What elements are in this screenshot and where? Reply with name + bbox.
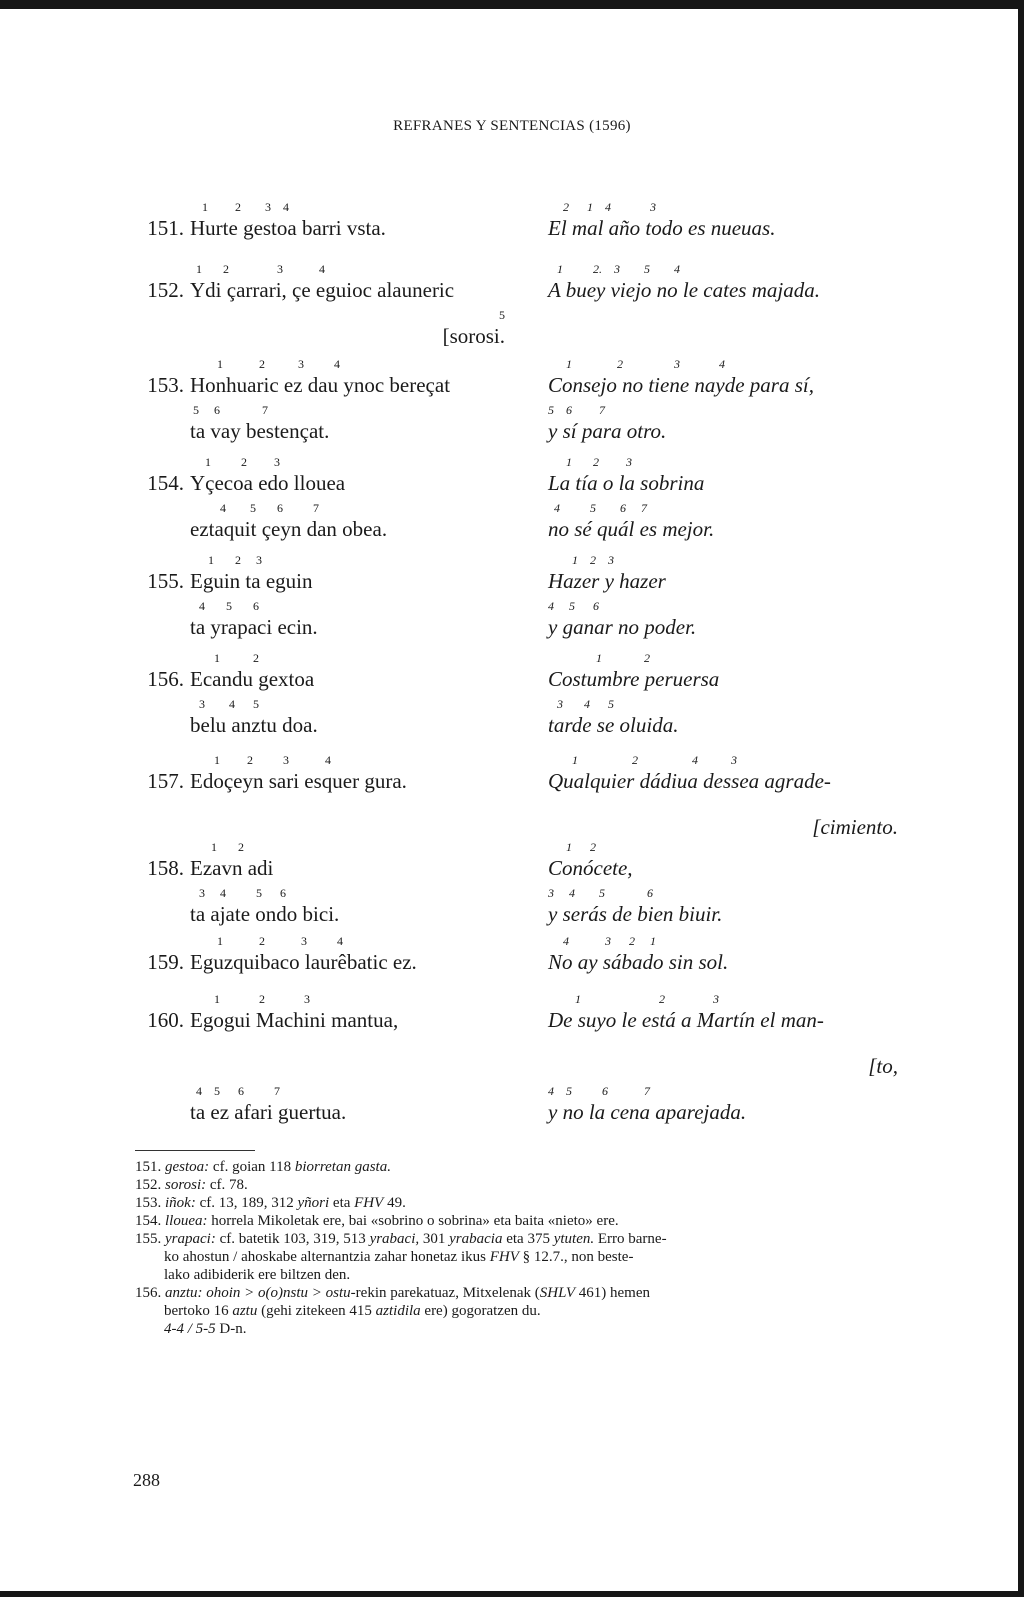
footnote [135, 1176, 895, 1194]
footnote-text: 4-4 / 5-5 D-n. [164, 1321, 247, 1337]
proverb-line [190, 403, 505, 449]
footnote [135, 1212, 895, 1230]
proverb-text: tarde se oluida. [548, 713, 679, 737]
proverb-line [190, 886, 505, 932]
proverb-line [190, 1038, 505, 1084]
word-order-numbers: 1 2 [548, 840, 596, 854]
proverb-text: no sé quál es mejor. [548, 517, 715, 541]
footnote-label: 152. [135, 1177, 162, 1193]
word-order-numbers: 1 2 3 [548, 992, 719, 1006]
footnote-text: lako adibiderik ere biltzen den. [164, 1267, 351, 1283]
proverb-line [548, 1084, 898, 1130]
proverb-text: Ydi çarrari, çe eguioc alauneric [190, 278, 455, 302]
proverb-text: ta ajate ondo bici. [190, 902, 340, 926]
word-order-numbers: 4 5 6 [548, 599, 599, 613]
word-order-numbers: 4 5 6 7 [190, 501, 319, 515]
footnote-text: ko ahostun / ahoskabe alternantzia zahar honetaz ikus FHV § 12.7., non beste- [164, 1249, 634, 1265]
word-order-numbers: 3 4 5 [548, 697, 614, 711]
footnote [135, 1194, 895, 1212]
proverb-line [147, 840, 505, 886]
entry-number: 157. [147, 769, 184, 793]
page-number: 288 [133, 1470, 160, 1490]
footnote-label: 151. [135, 1159, 162, 1175]
proverb-line [190, 697, 505, 743]
word-order-numbers: 1 2 3 [548, 455, 632, 469]
proverb-line [548, 886, 898, 932]
footnote-line [135, 1176, 895, 1194]
proverb-text: y sí para otro. [548, 419, 667, 443]
word-order-numbers: 1 2 3 4 [190, 357, 340, 371]
footnote [135, 1284, 895, 1338]
basque-proverb [147, 840, 505, 932]
entry-number: 155. [147, 569, 184, 593]
proverb-line [147, 200, 505, 246]
footnote-line [135, 1230, 895, 1248]
word-order-numbers: 4 3 2 1 [548, 934, 656, 948]
footnote-line [135, 1284, 895, 1302]
footnote-label: 153. [135, 1195, 162, 1211]
proverb-line [147, 553, 505, 599]
proverb-text: Yçecoa edo llouea [190, 471, 346, 495]
basque-proverb [147, 992, 505, 1130]
footnote-text: bertoko 16 aztu (gehi zitekeen 415 aztidila ere) gogoratzen du. [164, 1303, 541, 1319]
spanish-proverb [548, 651, 898, 743]
proverb-text: El mal año todo es nueuas. [548, 216, 776, 240]
footnote-text: iñok: cf. 13, 189, 312 yñori eta FHV 49. [165, 1195, 406, 1211]
proverb-line [548, 553, 898, 599]
proverb-line [548, 262, 898, 308]
spanish-proverb [548, 840, 898, 932]
word-order-numbers: 5 6 7 [190, 403, 268, 417]
proverb-line [190, 308, 505, 354]
proverb-text: ta vay bestençat. [190, 419, 330, 443]
basque-proverb [147, 651, 505, 743]
proverb-line [548, 697, 898, 743]
word-order-numbers: 4 5 6 7 [548, 1084, 650, 1098]
word-order-numbers: 1 2 3 [190, 992, 310, 1006]
basque-proverb [147, 200, 505, 246]
proverb-text: Qualquier dádiua dessea agrade- [548, 769, 831, 793]
proverb-text: Conócete, [548, 856, 633, 880]
proverb-line [548, 992, 898, 1038]
proverb-line [190, 599, 505, 645]
proverb-text: ta ez afari guertua. [190, 1100, 347, 1124]
footnote-line [135, 1248, 895, 1266]
footnote-line [135, 1320, 895, 1338]
footnote-line [135, 1212, 895, 1230]
spanish-proverb [548, 934, 898, 980]
entry-number: 156. [147, 667, 184, 691]
word-order-numbers: 1 2 [190, 651, 259, 665]
entry-number: 154. [147, 471, 184, 495]
basque-proverb [147, 753, 505, 799]
footnote-label: 156. [135, 1285, 162, 1301]
proverb-line [147, 357, 505, 403]
word-order-numbers: 1 2 3 [548, 553, 614, 567]
basque-proverb [147, 262, 505, 354]
proverb-text: Egogui Machini mantua, [190, 1008, 399, 1032]
proverb-text: De suyo le está a Martín el man- [548, 1008, 824, 1032]
footnote-line [135, 1302, 895, 1320]
proverb-line [190, 501, 505, 547]
proverb-line [548, 651, 898, 697]
proverb-text: La tía o la sobrina [548, 471, 705, 495]
footnote-text: sorosi: cf. 78. [165, 1177, 248, 1193]
word-order-numbers: 5 [490, 308, 505, 322]
footnote-text: llouea: horrela Mikoletak ere, bai «sobrino o sobrina» eta baita «nieto» ere. [165, 1213, 619, 1229]
running-header: REFRANES Y SENTENCIAS (1596) [393, 118, 631, 134]
footnote-line [135, 1158, 895, 1176]
proverb-text: ta yrapaci ecin. [190, 615, 318, 639]
word-order-numbers: 5 6 7 [548, 403, 605, 417]
word-order-numbers: 4 5 6 7 [190, 1084, 280, 1098]
proverb-text: Eguin ta eguin [190, 569, 313, 593]
word-order-numbers: 4 5 6 [190, 599, 259, 613]
basque-proverb [147, 553, 505, 645]
proverb-text: y serás de bien biuir. [548, 902, 723, 926]
footnote [135, 1230, 895, 1284]
word-order-numbers: 1 2 3 [190, 553, 262, 567]
footnote [135, 1158, 895, 1176]
word-order-numbers: 3 4 5 6 [190, 886, 286, 900]
footnote-label: 155. [135, 1231, 162, 1247]
spanish-proverb [548, 753, 898, 845]
proverb-line [548, 200, 898, 246]
proverb-text: Hurte gestoa barri vsta. [190, 216, 386, 240]
proverb-text: y ganar no poder. [548, 615, 697, 639]
proverb-line [548, 357, 898, 403]
spanish-proverb [548, 200, 898, 246]
proverb-text: [cimiento. [812, 815, 898, 839]
word-order-numbers: 1 2 4 3 [548, 753, 737, 767]
word-order-numbers: 2 1 4 3 [548, 200, 656, 214]
proverb-line [147, 992, 505, 1038]
proverb-line [548, 455, 898, 501]
word-order-numbers: 4 5 6 7 [548, 501, 647, 515]
basque-proverb [147, 934, 505, 980]
proverb-text: Honhuaric ez dau ynoc bereçat [190, 373, 451, 397]
entry-number: 152. [147, 278, 184, 302]
footnotes [135, 1158, 895, 1338]
footnote-line [135, 1266, 895, 1284]
entry-number: 159. [147, 950, 184, 974]
entry-number: 160. [147, 1008, 184, 1032]
word-order-numbers: 1 2 [548, 651, 650, 665]
word-order-numbers: 1 2 3 4 [190, 753, 331, 767]
basque-proverb [147, 455, 505, 547]
proverb-text: Edoçeyn sari esquer gura. [190, 769, 407, 793]
footnote-line [135, 1194, 895, 1212]
proverb-line [548, 1038, 898, 1084]
proverb-text: Consejo no tiene nayde para sí, [548, 373, 814, 397]
proverb-text: belu anztu doa. [190, 713, 318, 737]
proverb-line [548, 934, 898, 980]
entry-number: 158. [147, 856, 184, 880]
word-order-numbers: 1 2 3 4 [190, 200, 289, 214]
footnote-text: yrapaci: cf. batetik 103, 319, 513 yrabaci, 301 yrabacia eta 375 ytuten. Erro barne- [165, 1231, 667, 1247]
word-order-numbers: 1 2 3 4 [190, 934, 343, 948]
proverb-line [548, 753, 898, 799]
spanish-proverb [548, 992, 898, 1130]
proverb-line [190, 1084, 505, 1130]
footnote-text: gestoa: cf. goian 118 biorretan gasta. [165, 1159, 391, 1175]
proverb-text: A buey viejo no le cates majada. [548, 278, 820, 302]
entry-number: 151. [147, 216, 184, 240]
entry-number: 153. [147, 373, 184, 397]
footnote-rule [135, 1150, 255, 1151]
proverb-line [548, 403, 898, 449]
word-order-numbers: 3 4 5 [190, 697, 259, 711]
proverb-line [548, 501, 898, 547]
proverb-line [147, 651, 505, 697]
spanish-proverb [548, 262, 898, 308]
proverb-text: eztaquit çeyn dan obea. [190, 517, 388, 541]
word-order-numbers: 3 4 5 6 [548, 886, 653, 900]
word-order-numbers: 1 2 3 [190, 455, 280, 469]
proverb-text: [to, [868, 1054, 898, 1078]
proverb-text: Ecandu gextoa [190, 667, 315, 691]
proverb-line [147, 262, 505, 308]
proverb-text: [sorosi. [442, 324, 505, 348]
proverb-text: Ezavn adi [190, 856, 274, 880]
proverb-line [147, 934, 505, 980]
proverb-line [548, 799, 898, 845]
footnote-text: anztu: ohoin > o(o)nstu > ostu-rekin parekatuaz, Mitxelenak (SHLV 461) hemen [165, 1285, 651, 1301]
proverb-text: Hazer y hazer [548, 569, 666, 593]
proverb-line [147, 455, 505, 501]
word-order-numbers: 1 2 3 4 [548, 357, 725, 371]
proverb-line [147, 753, 505, 799]
proverb-text: Costumbre peruersa [548, 667, 720, 691]
word-order-numbers: 1 2 3 4 [190, 262, 325, 276]
word-order-numbers: 1 2. 3 5 4 [548, 262, 680, 276]
proverb-line [548, 599, 898, 645]
basque-proverb [147, 357, 505, 449]
footnote-label: 154. [135, 1213, 162, 1229]
spanish-proverb [548, 455, 898, 547]
proverb-text: y no la cena aparejada. [548, 1100, 747, 1124]
word-order-numbers: 1 2 [190, 840, 244, 854]
spanish-proverb [548, 357, 898, 449]
proverb-text: No ay sábado sin sol. [548, 950, 729, 974]
proverb-text: Eguzquibaco laurêbatic ez. [190, 950, 417, 974]
proverb-line [548, 840, 898, 886]
spanish-proverb [548, 553, 898, 645]
